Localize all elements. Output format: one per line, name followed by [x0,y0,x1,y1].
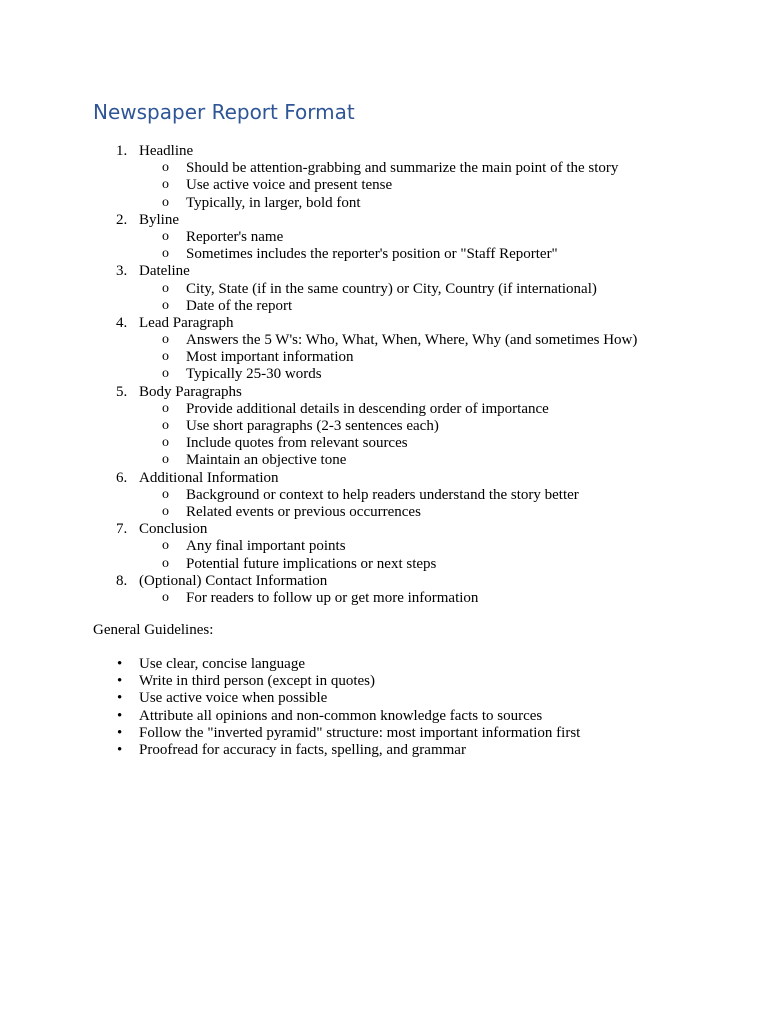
circle-bullet-icon: o [162,400,169,416]
section-point-text: Background or context to help readers understand the story better [186,486,579,503]
guideline-text: Proofread for accuracy in facts, spelling, and grammar [139,741,466,758]
section-heading: Byline [139,211,179,228]
circle-bullet-icon: o [162,177,169,193]
section-heading: Dateline [139,263,190,280]
section-heading: Additional Information [139,469,279,486]
circle-bullet-icon: o [162,246,169,262]
circle-bullet-icon: o [162,503,169,519]
circle-bullet-icon: o [162,349,169,365]
document-title: Newspaper Report Format [93,100,355,124]
circle-bullet-icon: o [162,589,169,605]
bullet-icon: • [117,724,123,741]
bullet-icon: • [117,673,123,690]
section-heading: Body Paragraphs [139,383,242,400]
section-number: 1. [116,143,128,159]
guideline-text: Attribute all opinions and non-common knowledge facts to sources [139,707,543,724]
section-point-text: Date of the report [186,297,293,314]
circle-bullet-icon: o [162,452,169,468]
circle-bullet-icon: o [162,538,169,554]
section-point-text: Most important information [186,349,354,366]
section-point-text: Typically, in larger, bold font [186,194,361,211]
guideline-text: Follow the "inverted pyramid" structure: most important information first [139,724,581,741]
circle-bullet-icon: o [162,418,169,433]
guideline-text: Use active voice when possible [139,690,328,707]
section-point-text: Use short paragraphs (2-3 sentences each) [186,418,439,434]
guideline-text: Use clear, concise language [139,656,305,672]
section-point-text: Typically 25-30 words [186,366,322,383]
bullet-icon: • [117,690,123,707]
circle-bullet-icon: o [162,194,169,210]
circle-bullet-icon: o [162,160,169,176]
circle-bullet-icon: o [162,297,169,313]
section-heading: Lead Paragraph [139,314,234,331]
section-number: 6. [116,469,128,486]
circle-bullet-icon: o [162,435,169,451]
circle-bullet-icon: o [162,486,169,502]
section-number: 8. [116,572,128,589]
section-point-text: Reporter's name [186,228,284,245]
section-heading: (Optional) Contact Information [139,572,328,589]
section-number: 4. [116,314,128,331]
section-heading: Headline [139,143,194,159]
section-point-text: Answers the 5 W's: Who, What, When, Where, Why (and sometimes How) [186,332,638,349]
section-heading: Conclusion [139,521,208,538]
section-point-text: Should be attention-grabbing and summarize the main point of the story [186,160,619,177]
bullet-icon: • [117,656,123,672]
bullet-icon: • [117,707,123,724]
section-point-text: Any final important points [186,538,346,555]
circle-bullet-icon: o [162,280,169,296]
section-point-text: For readers to follow up or get more information [186,589,479,606]
bullet-icon: • [117,741,123,758]
section-point-text: Potential future implications or next steps [186,555,437,572]
section-number: 2. [116,211,128,228]
section-number: 3. [116,263,128,280]
section-point-text: Provide additional details in descending order of importance [186,400,549,417]
guideline-text: Write in third person (except in quotes) [139,673,375,690]
circle-bullet-icon: o [162,555,169,571]
guidelines-heading: General Guidelines: [93,622,214,638]
circle-bullet-icon: o [162,228,169,244]
section-point-text: Related events or previous occurrences [186,503,421,520]
circle-bullet-icon: o [162,332,169,348]
section-number: 7. [116,521,128,538]
section-point-text: Use active voice and present tense [186,177,393,194]
section-number: 5. [116,383,128,400]
section-point-text: City, State (if in the same country) or City, Country (if international) [186,280,597,297]
section-point-text: Include quotes from relevant sources [186,435,408,452]
circle-bullet-icon: o [162,366,169,382]
section-point-text: Maintain an objective tone [186,452,347,469]
section-point-text: Sometimes includes the reporter's position or "Staff Reporter" [186,246,558,263]
